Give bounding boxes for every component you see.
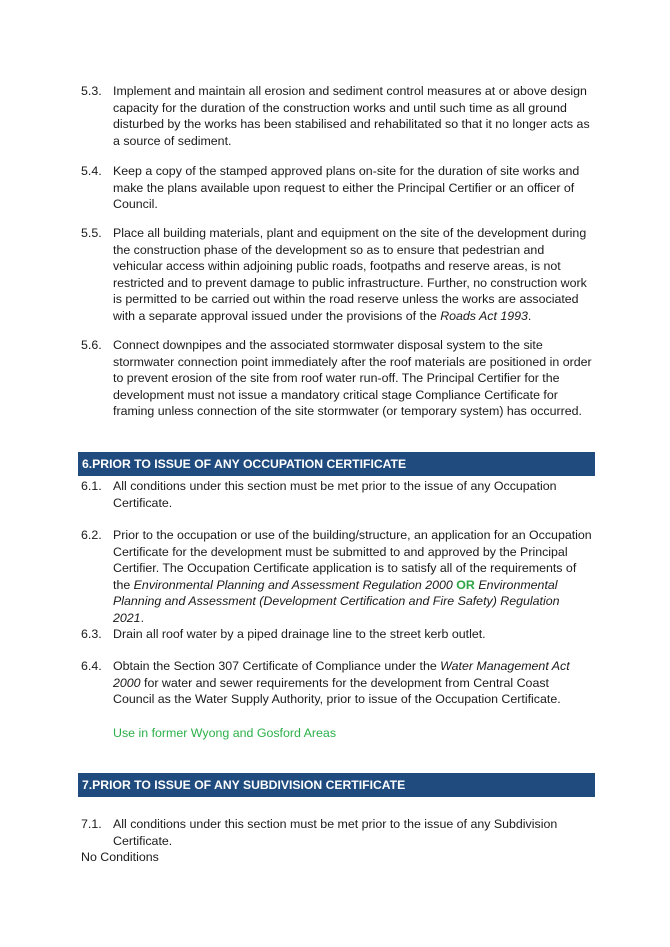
condition-number: 5.5. (81, 226, 102, 240)
section-header-7: 7.PRIOR TO ISSUE OF ANY SUBDIVISION CERTIFICATE (78, 773, 595, 797)
condition-number: 6.4. (81, 659, 102, 673)
act-reference: Roads Act 1993 (440, 308, 528, 323)
condition-number: 7.1. (81, 817, 102, 831)
condition-text: Implement and maintain all erosion and sediment control measures at or above design capacity for the duration of the construction works and until such time as all ground disturbed by the works has been stabilised and rehabilitated so that it no longer acts as a source of sediment. (113, 84, 590, 148)
condition-7-1 (81, 816, 593, 849)
condition-number: 5.6. (81, 338, 102, 352)
or-label: OR (456, 577, 475, 592)
condition-5-4 (81, 163, 593, 213)
condition-number: 6.2. (81, 528, 102, 542)
condition-text: All conditions under this section must be met prior to the issue of any Occupation Certificate. (113, 479, 557, 510)
condition-6-2 (81, 527, 593, 627)
condition-text: Place all building materials, plant and equipment on the site of the development during the construction phase of the development so as to ensure that pedestrian and vehicular access within adjoining public roads, footpaths and reserve areas, is not restricted and to prevent damage to public infrastructure. Further, no construction work is permitted to be carried out within the road reserve unless the works are associated with a separate approval issued under the provisions of the Roads Act 1993. (113, 226, 587, 323)
condition-text: Prior to the occupation or use of the building/structure, an application for an Occupation Certificate for the development must be submitted to and approved by the Principal Certifier. The Occupation Certificate application is to satisfy all of the requirements of the Environmental Planning and Assessment Regulation 2000 OR Environmental Planning and Assessment (Development Certification and Fire Safety) Regulation 2021. (113, 528, 592, 625)
condition-number: 6.3. (81, 627, 102, 641)
regulation-reference: Environmental Planning and Assessment (Development Certification and Fire Safety) Regulation 2021 (113, 577, 560, 625)
condition-text: Keep a copy of the stamped approved plans on-site for the duration of site works and make the plans available upon request to either the Principal Certifier or an officer of Council. (113, 164, 580, 212)
condition-text: Connect downpipes and the associated stormwater disposal system to the site stormwater connection point immediately after the roof materials are positioned in order to prevent erosion of the site from roof water run-off. The Principal Certifier for the development must not issue a mandatory critical stage Compliance Certificate for framing unless connection of the site stormwater (or temporary system) has occurred. (113, 338, 592, 419)
condition-6-1 (81, 478, 593, 511)
condition-text: Obtain the Section 307 Certificate of Compliance under the Water Management Act 2000 for water and sewer requirements for the development from Central Coast Council as the Water Supply Authority, prior to issue of the Occupation Certificate. (113, 659, 570, 707)
condition-number: 6.1. (81, 479, 102, 493)
condition-6-4 (81, 658, 593, 741)
condition-5-6 (81, 337, 593, 420)
no-conditions-text: No Conditions (81, 850, 159, 864)
condition-5-3 (81, 83, 593, 149)
condition-5-5 (81, 225, 593, 325)
act-reference: Water Management Act 2000 (113, 659, 570, 690)
condition-6-3 (81, 626, 593, 643)
condition-text: Drain all roof water by a piped drainage line to the street kerb outlet. (113, 627, 486, 641)
section-header-6: 6.PRIOR TO ISSUE OF ANY OCCUPATION CERTIFICATE (78, 452, 595, 476)
area-note: Use in former Wyong and Gosford Areas (113, 725, 337, 740)
condition-number: 5.3. (81, 84, 102, 98)
condition-number: 5.4. (81, 164, 102, 178)
regulation-reference: Environmental Planning and Assessment Regulation 2000 (133, 577, 453, 592)
condition-text: All conditions under this section must be met prior to the issue of any Subdivision Certificate. (113, 817, 558, 848)
